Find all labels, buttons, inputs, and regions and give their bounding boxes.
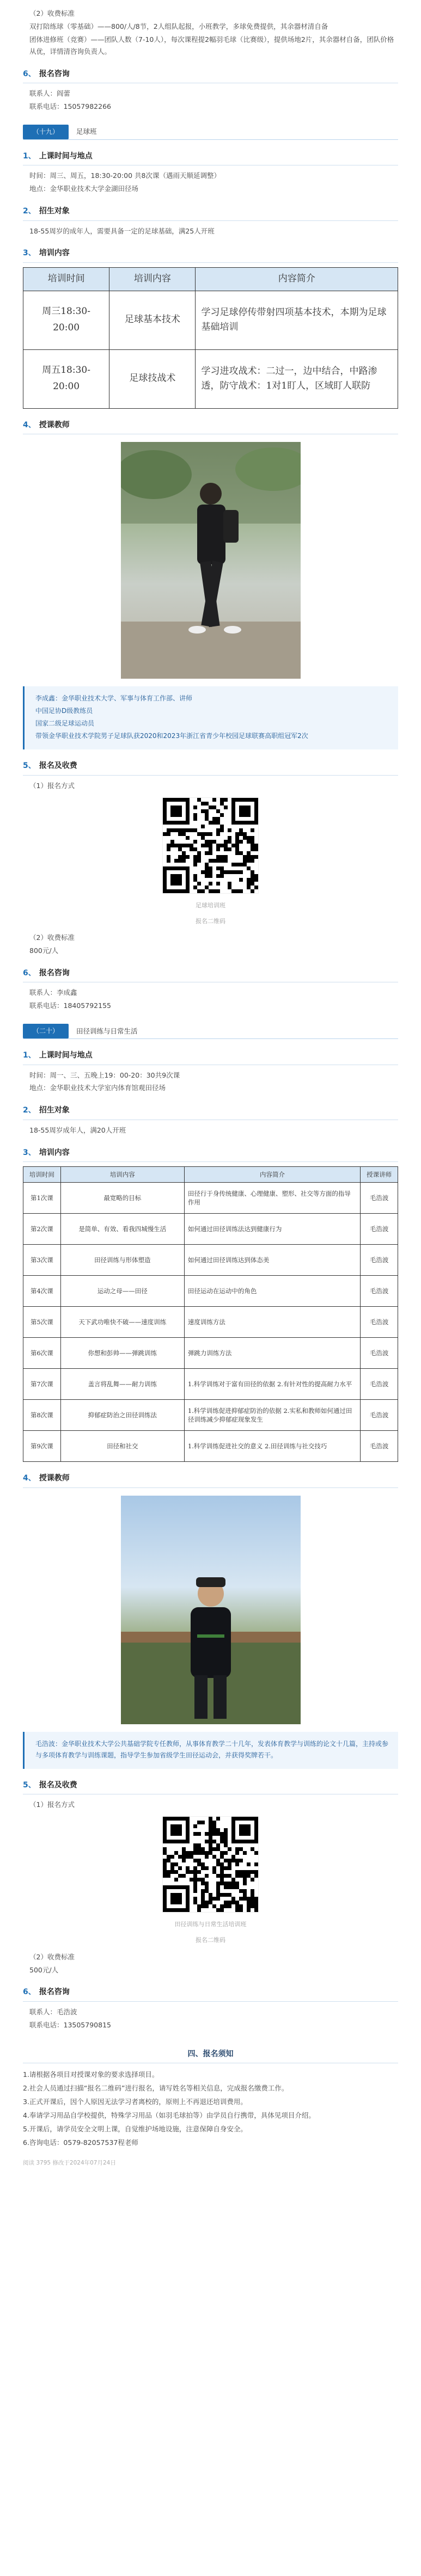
section-heading: 6、 报名咨询 — [23, 69, 70, 78]
section-heading: 5、 报名及收费 — [23, 1780, 77, 1790]
table-cell: 毛浩波 — [361, 1338, 398, 1369]
table-row — [23, 1431, 398, 1462]
signup-subheading: （1）报名方式 — [29, 781, 75, 790]
section-heading: 2、 招生对象 — [23, 1106, 70, 1115]
table-cell: 毛浩波 — [361, 1245, 398, 1276]
signup-qr-code[interactable] — [162, 1816, 259, 1913]
table-row — [23, 1245, 398, 1276]
class-time: 时间：周一、三、五晚上19：00-20：30共9次课 — [29, 1071, 180, 1079]
table-cell: 1.科学训练对于富有田径的依据 2.有针对性的提高耐力水平 — [184, 1369, 360, 1400]
signup-qr-code[interactable] — [162, 797, 259, 894]
notice-item: 4.奉请学习用品自学校提供，特殊学习用品（如羽毛球拍等）由学员自行携带，具体见项目介绍。 — [23, 2111, 315, 2119]
fee-value: 500元/人 — [29, 1965, 59, 1974]
table-cell: 第8次课 — [23, 1400, 61, 1431]
table-cell: 第1次课 — [23, 1183, 61, 1214]
fee-value: 800元/人 — [29, 946, 59, 955]
section-heading: 4、 授课教师 — [23, 1474, 70, 1483]
table-cell: 第7次课 — [23, 1369, 61, 1400]
fee-line: 团体进修班（竞赛）——团队人数（7-10人），每次课程提2幅羽毛球（比赛级），提供场地2片，其余器材自备，团队价格从优，详情清咨询负责人。 — [29, 35, 394, 56]
notice-item: 2.社会人员通过扫描“报名二维码”进行报名，请写姓名等相关信息，完成报名缴费工作。 — [23, 2084, 289, 2092]
notice-item: 6.咨询电话：0579-82057537程老师 — [23, 2138, 138, 2147]
section-heading: 4、 授课教师 — [23, 420, 70, 429]
section-heading: 3、 培训内容 — [23, 1148, 70, 1157]
table-cell: 运动之母——田径 — [60, 1276, 184, 1307]
section-heading: 5、 报名及收费 — [23, 761, 77, 771]
table-header: 培训时间 — [23, 1167, 61, 1183]
course-tag: （二十） — [23, 1024, 69, 1038]
qr-caption: 报名二维码 — [196, 1936, 225, 1944]
table-cell: 毛浩波 — [361, 1400, 398, 1431]
bio-line: 毛浩波：金华职业技术大学公共基础学院专任教师，从事体育教学二十几年，发表体育教学与训练的论文十几篇，主持或参与多项体育教学与训练课题，指导学生参加省级学生田径运动会，并获得奖牌若干。 — [35, 1739, 389, 1759]
contact-person: 联系人：阎蕾 — [29, 89, 71, 97]
course-name: 田径训练与日常生活 — [76, 1026, 138, 1035]
fee-line: 双打陪练球（零基础）——800/人/8节，2人组队起报，小班教学，多球免费提供，其余器材清自备 — [29, 22, 328, 30]
table-cell: 学习进攻战术：二过一，边中结合，中路渗透，防守战术：1对1盯人，区域盯人联防 — [196, 349, 398, 408]
course-name: 足球班 — [76, 127, 97, 136]
contact-person: 联系人：毛浩波 — [29, 2007, 77, 2016]
table-cell: 第2次课 — [23, 1214, 61, 1245]
section-heading: 6、 报名咨询 — [23, 1988, 70, 1997]
class-place: 地点：金华职业技术大学金湖田径场 — [29, 185, 139, 193]
table-cell: 毛浩波 — [361, 1369, 398, 1400]
table-row — [23, 1307, 398, 1338]
class-time: 时间：周三、周五，18:30-20:00 共8次课（遇雨天顺延调整） — [29, 171, 221, 180]
course-tag: （十九） — [23, 125, 69, 139]
table-cell: 田径训练与形体塑造 — [60, 1245, 184, 1276]
table-cell: 第5次课 — [23, 1307, 61, 1338]
table-cell: 毛浩波 — [361, 1183, 398, 1214]
course-banner-football — [23, 125, 398, 140]
table-cell: 是简单、有效、看我四城慢生活 — [60, 1214, 184, 1245]
section-heading: 1、 上课时间与地点 — [23, 1051, 93, 1060]
teacher-figure-icon — [121, 442, 301, 679]
fitness-schedule-table — [23, 1166, 398, 1462]
table-row — [23, 1183, 398, 1214]
fee-subheading: （2）收费标准 — [29, 933, 75, 942]
table-header: 培训内容 — [60, 1167, 184, 1183]
table-cell: 毛浩波 — [361, 1276, 398, 1307]
table-row — [23, 349, 398, 408]
table-cell: 周五18:30-20:00 — [23, 349, 109, 408]
table-cell: 毛浩波 — [361, 1214, 398, 1245]
qr-code-icon — [163, 798, 258, 893]
notice-list — [23, 2069, 398, 2148]
article-footer: 阅读 3795 修改于2024年07月24日 — [23, 2160, 116, 2167]
fee-subheading: （2）收费标准 — [29, 9, 75, 17]
football-schedule-table — [23, 267, 398, 409]
table-row — [23, 291, 398, 349]
table-cell: 速度训练方法 — [184, 1307, 360, 1338]
qr-caption: 报名二维码 — [196, 917, 225, 925]
course-banner-fitness — [23, 1024, 398, 1039]
contact-phone: 联系电话：15057982266 — [29, 102, 111, 110]
table-cell: 学习足球停传带射四项基本技术，本期为足球基础培训 — [196, 291, 398, 349]
table-row — [23, 1338, 398, 1369]
bio-line: 中国足协D级教练员 — [35, 707, 93, 715]
table-cell: 1.科学训练促进抑郁症防治的依据 2.实私和教师如何通过田径训练减少抑郁症现象发生 — [184, 1400, 360, 1431]
table-row — [23, 1400, 398, 1431]
table-cell: 如何通过田径训练法达到健康行为 — [184, 1214, 360, 1245]
table-cell: 足球技战术 — [109, 349, 196, 408]
target-audience: 18-55周岁成年人，满20人开班 — [29, 1126, 126, 1134]
table-cell: 足球基本技术 — [109, 291, 196, 349]
target-audience: 18-55周岁的成年人，需要具备一定的足球基础，满25人开班 — [29, 226, 215, 235]
table-cell: 1.科学训练促进社交的意义 2.田径训练与社交技巧 — [184, 1431, 360, 1462]
table-cell: 如何通过田径训练达到体态美 — [184, 1245, 360, 1276]
table-cell: 抑郁症防治之田径训练法 — [60, 1400, 184, 1431]
table-header: 内容简介 — [184, 1167, 360, 1183]
table-header: 授课讲师 — [361, 1167, 398, 1183]
bio-line: 国家二级足球运动员 — [35, 720, 95, 728]
bio-line: 李成鑫：金华职业技术大学、军事与体育工作部、讲师 — [35, 694, 193, 703]
contact-person: 联系人：李成鑫 — [29, 988, 77, 997]
table-cell: 最宽略的目标 — [60, 1183, 184, 1214]
teacher-photo — [121, 442, 301, 679]
table-header: 培训时间 — [23, 267, 109, 291]
section-heading: 1、 上课时间与地点 — [23, 151, 93, 161]
table-cell: 第6次课 — [23, 1338, 61, 1369]
table-header: 内容简介 — [196, 267, 398, 291]
table-cell: 天下武功唯快不破——速度训练 — [60, 1307, 184, 1338]
bio-line: 带领金华职业技术学院男子足球队获2020和2023年浙江省青少年校园足球联赛高职组冠军2次 — [35, 732, 308, 740]
table-cell: 弹跳力训练方法 — [184, 1338, 360, 1369]
section-heading: 2、 招生对象 — [23, 207, 70, 216]
qr-caption: 田径训练与日常生活培训班 — [174, 1921, 247, 1928]
contact-phone: 联系电话：18405792155 — [29, 1001, 111, 1010]
section-heading: 3、 培训内容 — [23, 249, 70, 258]
teacher-bio — [23, 686, 398, 749]
section-heading: 6、 报名咨询 — [23, 968, 70, 977]
table-cell: 盖言将乱舞——耐力训练 — [60, 1369, 184, 1400]
notice-title: 四、报名须知 — [187, 2049, 234, 2058]
contact-phone: 联系电话：13505790815 — [29, 2020, 111, 2029]
class-place: 地点：金华职业技术大学室内体育馆观田径场 — [29, 1084, 166, 1092]
table-cell: 第4次课 — [23, 1276, 61, 1307]
notice-item: 5.开课后，请学员安全文明上课，自觉维护场地设施，注意保障自身安全。 — [23, 2124, 247, 2133]
teacher-figure-icon — [121, 1496, 301, 1724]
table-cell: 第3次课 — [23, 1245, 61, 1276]
qr-code-icon — [163, 1817, 258, 1912]
table-cell: 田径和社交 — [60, 1431, 184, 1462]
teacher-bio — [23, 1732, 398, 1769]
signup-subheading: （1）报名方式 — [29, 1800, 75, 1809]
notice-item: 1.请根据各项目对授课对象的要求选择项目。 — [23, 2070, 159, 2079]
table-row — [23, 1214, 398, 1245]
table-cell: 毛浩波 — [361, 1431, 398, 1462]
table-cell: 周三18:30-20:00 — [23, 291, 109, 349]
qr-caption: 足球培训班 — [196, 901, 225, 909]
table-header: 培训内容 — [109, 267, 196, 291]
table-cell: 毛浩波 — [361, 1307, 398, 1338]
teacher-photo — [121, 1496, 301, 1724]
fee-subheading: （2）收费标准 — [29, 1952, 75, 1961]
table-row — [23, 1276, 398, 1307]
table-cell: 你想和彭帅——弹跳训练 — [60, 1338, 184, 1369]
table-cell: 田径行于身传统健康、心理健康、塑形、社交等方面的指导作用 — [184, 1183, 360, 1214]
notice-item: 3.正式开课后，因个人原因无法学习者离校的，原则上不再退还培训费用。 — [23, 2097, 247, 2106]
table-cell: 田径运动在运动中的角色 — [184, 1276, 360, 1307]
table-row — [23, 1369, 398, 1400]
table-cell: 第9次课 — [23, 1431, 61, 1462]
